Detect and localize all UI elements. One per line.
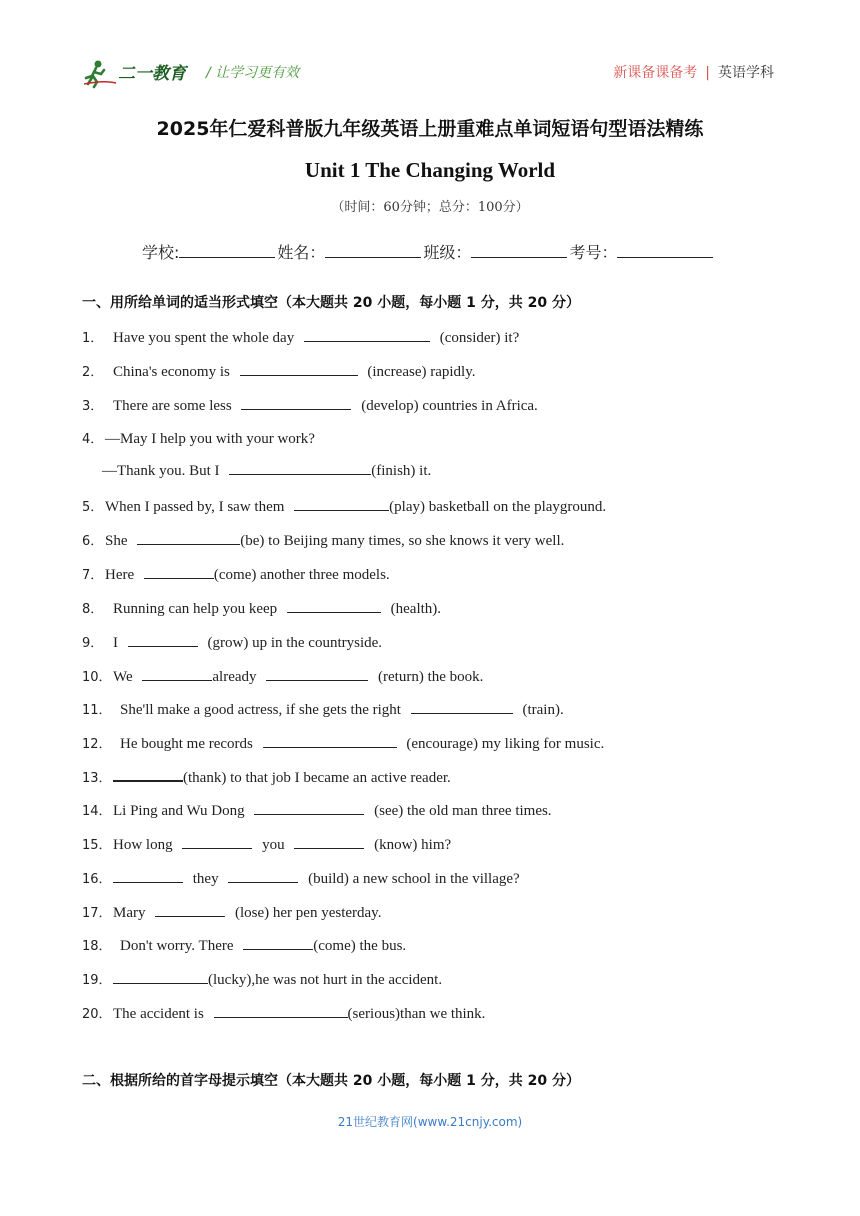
exam-meta: （时间：60分钟；总分：100分）: [331, 200, 529, 215]
question-text: How long: [113, 837, 173, 853]
question-text: (develop) countries in Africa.: [361, 398, 538, 414]
question-number: 13．: [82, 771, 112, 786]
question-text: —Thank you. But I: [102, 463, 220, 479]
question-number: 1．: [82, 331, 104, 346]
answer-blank: [228, 870, 298, 883]
question-text: (see) the old man three times.: [374, 803, 552, 819]
question-14: [82, 800, 552, 820]
question-16: [82, 868, 520, 888]
answer-blank: [254, 802, 364, 815]
question-18: [82, 935, 406, 955]
question-15: [82, 834, 451, 854]
question-number: 7．: [82, 568, 104, 583]
student-info-row: [142, 240, 715, 263]
header-tagline: 新课备课备考: [613, 65, 698, 81]
question-12: [82, 733, 604, 753]
name-blank: [325, 243, 421, 258]
question-number: 12．: [82, 737, 112, 752]
question-text: they: [192, 871, 219, 887]
question-number: 4．: [82, 432, 104, 447]
question-text: (encourage) my liking for music.: [406, 736, 605, 752]
question-text: (come) the bus.: [313, 938, 407, 954]
answer-blank: [155, 904, 225, 917]
question-number: 14．: [82, 804, 112, 819]
answer-blank: [287, 600, 381, 613]
question-number: 20．: [82, 1007, 112, 1022]
running-man-logo-icon: [84, 58, 194, 90]
question-text: The accident is: [113, 1006, 204, 1022]
question-text: (consider) it?: [439, 330, 520, 346]
question-text: Running can help you keep: [113, 601, 278, 617]
school-blank: [179, 243, 275, 258]
name-label: 姓名：: [277, 243, 326, 262]
question-text: (lose) her pen yesterday.: [235, 905, 382, 921]
question-text: (return) the book.: [378, 669, 484, 685]
question-4: [82, 428, 315, 448]
question-text: I: [113, 635, 118, 651]
question-text: Mary: [113, 905, 146, 921]
question-text: (grow) up in the countryside.: [207, 635, 383, 651]
question-11: [82, 699, 564, 719]
question-2: [82, 361, 476, 381]
logo-text: 二一教育: [118, 64, 186, 84]
header-subject: 英语学科: [718, 65, 774, 81]
question-number: 6．: [82, 534, 104, 549]
question-1: [82, 327, 519, 347]
question-6: [82, 530, 564, 550]
question-9: [82, 632, 382, 652]
question-text: (serious)than we think.: [347, 1006, 486, 1022]
answer-blank: [128, 634, 198, 647]
page-header: [0, 0, 860, 100]
class-label: 班级：: [423, 243, 472, 262]
question-number: 17．: [82, 906, 112, 921]
question-number: 10．: [82, 670, 112, 685]
question-20: [82, 1003, 485, 1023]
question-text: (come) another three models.: [213, 567, 390, 583]
question-text: There are some less: [113, 398, 232, 414]
slogan: / 让学习更有效: [206, 65, 300, 81]
answer-blank: [229, 462, 371, 475]
question-text: Li Ping and Wu Dong: [113, 803, 245, 819]
question-3: [82, 395, 538, 415]
question-text: China's economy is: [113, 364, 230, 380]
answer-blank: [144, 566, 214, 579]
question-10: [82, 666, 483, 686]
question-text: When I passed by, I saw them: [105, 499, 285, 515]
answer-blank: [214, 1005, 348, 1018]
answer-blank: [240, 363, 358, 376]
question-17: [82, 902, 381, 922]
header-separator: |: [705, 65, 710, 81]
brand-logo: [84, 58, 194, 90]
question-text: (increase) rapidly.: [367, 364, 476, 380]
question-text: —May I help you with your work?: [105, 431, 315, 447]
question-5: [82, 496, 606, 516]
question-text: Don't worry. There: [120, 938, 234, 954]
answer-blank: [294, 836, 364, 849]
header-right: [613, 62, 774, 82]
answer-blank: [411, 701, 513, 714]
question-text: She'll make a good actress, if she gets the right: [120, 702, 401, 718]
answer-blank: [304, 329, 430, 342]
question-text: you: [262, 837, 285, 853]
question-text: He bought me records: [120, 736, 253, 752]
question-text: (build) a new school in the village?: [308, 871, 520, 887]
question-text: (be) to Beijing many times, so she knows it very well.: [240, 533, 565, 549]
school-label: 学校:: [142, 243, 180, 262]
answer-blank: [113, 971, 208, 984]
page-footer: 21世纪教育网(www.21cnjy.com): [337, 1115, 523, 1129]
question-text: (play) basketball on the playground.: [389, 499, 607, 515]
answer-blank: [243, 937, 313, 950]
question-text: already: [212, 669, 257, 685]
question-number: 19．: [82, 973, 112, 988]
question-number: 18．: [82, 939, 112, 954]
question-7: [82, 564, 390, 584]
answer-blank: [113, 870, 183, 883]
answer-blank: [294, 498, 389, 511]
class-blank: [471, 243, 567, 258]
question-number: 3．: [82, 399, 104, 414]
answer-blank: [266, 668, 368, 681]
question-number: 11．: [82, 703, 112, 718]
question-text: She: [105, 533, 128, 549]
question-13: [82, 767, 451, 787]
question-text: (finish) it.: [371, 463, 432, 479]
question-text: Here: [105, 567, 135, 583]
answer-blank: [182, 836, 252, 849]
question-8: [82, 598, 441, 618]
answer-blank: [137, 532, 240, 545]
question-number: 15．: [82, 838, 112, 853]
exam-number-blank: [617, 243, 713, 258]
question-number: 2．: [82, 365, 104, 380]
exam-number-label: 考号：: [569, 243, 618, 262]
question-text: (health).: [390, 601, 442, 617]
question-text: (train).: [522, 702, 564, 718]
question-number: 8．: [82, 602, 104, 617]
question-text: Have you spent the whole day: [113, 330, 295, 346]
unit-title: Unit 1 The Changing World: [304, 158, 556, 182]
answer-blank: [241, 397, 351, 410]
question-number: 16．: [82, 872, 112, 887]
question-text: (know) him?: [374, 837, 452, 853]
answer-blank: [113, 768, 183, 782]
question-4-reply: [102, 462, 431, 480]
question-text: We: [113, 669, 133, 685]
answer-blank: [142, 668, 212, 681]
question-number: 9．: [82, 636, 104, 651]
section-heading-2: 二、根据所给的首字母提示填空（本大题共 20 小题，每小题 1 分，共 20 分）: [82, 1073, 580, 1089]
section-heading-1: 一、用所给单词的适当形式填空（本大题共 20 小题，每小题 1 分，共 20 分）: [82, 295, 580, 311]
page-title: 2025年仁爱科普版九年级英语上册重难点单词短语句型语法精练: [156, 118, 704, 140]
question-number: 5．: [82, 500, 104, 515]
question-text: (thank) to that job I became an active reader.: [183, 770, 451, 786]
question-text: (lucky),he was not hurt in the accident.: [208, 972, 443, 988]
question-19: [82, 969, 442, 989]
answer-blank: [263, 735, 397, 748]
